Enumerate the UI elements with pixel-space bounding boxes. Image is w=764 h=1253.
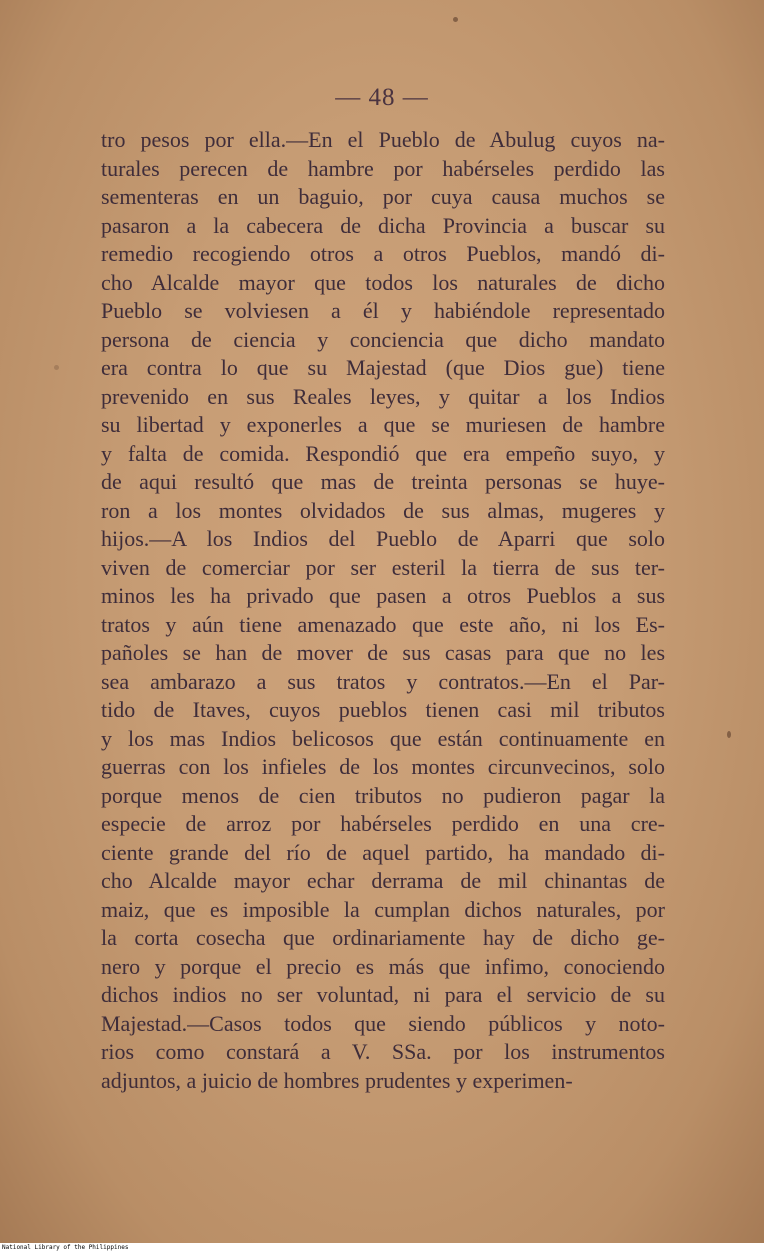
text-line: sea ambarazo a sus tratos y contratos.—En el Par- [101,668,665,694]
text-line: dichos indios no ser voluntad, ni para el servicio de su [101,982,665,1007]
text-line: nero y porque el precio es más que infimo, conociendo [101,953,665,979]
text-line: pasaron a la cabecera de dicha Provincia a buscar su [101,212,665,238]
text-line: Majestad.—Casos todos que siendo públicos y noto- [101,1010,665,1036]
text-line: y los mas Indios belicosos que están continuamente en [101,725,665,751]
text-line: tro pesos por ella.—En el Pueblo de Abulug cuyos na- [101,127,665,152]
text-line: la corta cosecha que ordinariamente hay de dicho ge- [101,925,665,950]
ink-spot [54,365,59,370]
text-line: tido de Itaves, cuyos pueblos tienen casi mil tributos [101,697,665,722]
text-line: tratos y aún tiene amenazado que este año, ni los Es- [101,611,665,637]
text-line: especie de arroz por habérseles perdido en una cre- [101,811,665,836]
footer-credit: National Library of the Philippines [0,1243,764,1253]
text-line: cho Alcalde mayor que todos los naturales de dicho [101,269,665,295]
text-line: maiz, que es imposible la cumplan dichos naturales, por [101,896,665,922]
text-line: cho Alcalde mayor echar derrama de mil chinantas de [101,868,665,893]
text-line: remedio recogiendo otros a otros Pueblos, mandó di- [101,241,665,266]
text-line: hijos.—A los Indios del Pueblo de Aparri que solo [101,526,665,551]
text-line: minos les ha privado que pasen a otros Pueblos a sus [101,583,665,608]
text-line: adjuntos, a juicio de hombres prudentes y experimen- [101,1067,573,1093]
text-line: de aqui resultó que mas de treinta personas se huye- [101,469,665,494]
text-line: sementeras en un baguio, por cuya causa muchos se [101,184,665,209]
text-line: ciente grande del río de aquel partido, ha mandado di- [101,839,665,865]
text-line: persona de ciencia y conciencia que dicho mandato [101,326,665,352]
text-line: ron a los montes olvidados de sus almas, mugeres y [101,497,665,523]
text-line: rios como constará a V. SSa. por los instrumentos [101,1039,665,1064]
text-line: guerras con los infieles de los montes circunvecinos, solo [101,754,665,779]
text-line: porque menos de cien tributos no pudieron pagar la [101,782,665,808]
page-number: — 48 — [335,84,429,111]
ink-spot [453,17,458,22]
text-line: pañoles se han de mover de sus casas para que no les [101,640,665,665]
body-text [101,126,665,1095]
text-line: turales perecen de hambre por habérseles perdido las [101,155,665,181]
ink-spot [727,731,731,738]
text-line: Pueblo se volviesen a él y habiéndole representado [101,298,665,323]
text-line: su libertad y exponerles a que se muriesen de hambre [101,412,665,437]
text-line: prevenido en sus Reales leyes, y quitar a los Indios [101,383,665,409]
text-line: viven de comerciar por ser esteril la tierra de sus ter- [101,554,665,580]
text-line: y falta de comida. Respondió que era empeño suyo, y [101,440,665,466]
text-line: era contra lo que su Majestad (que Dios gue) tiene [101,355,665,380]
